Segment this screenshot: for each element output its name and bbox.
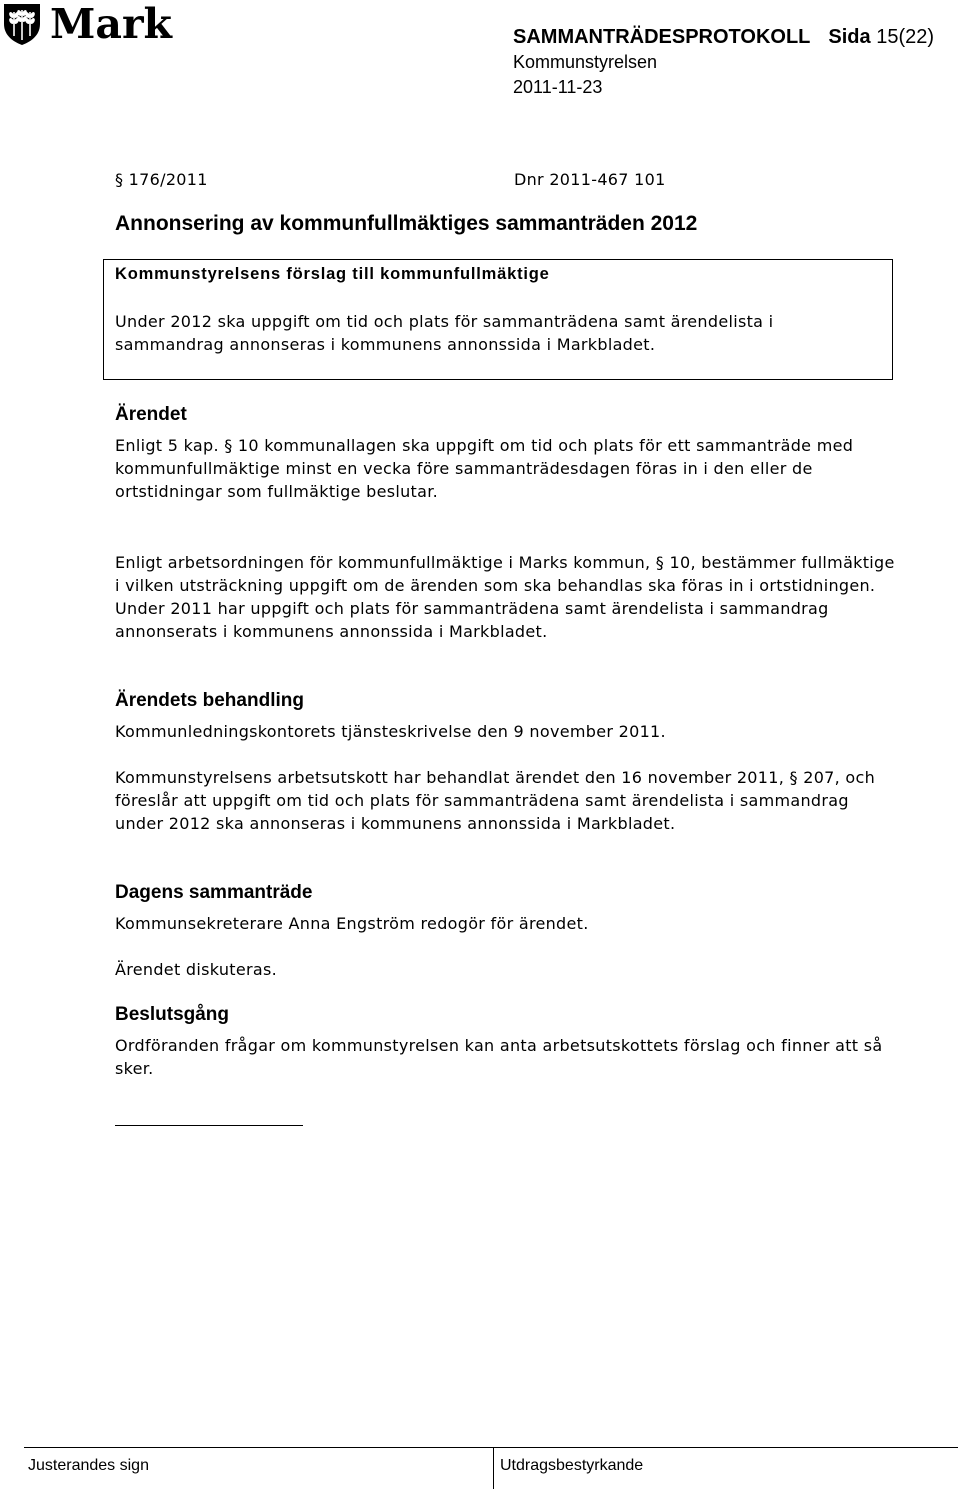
coat-of-arms-icon	[2, 2, 42, 46]
section-heading-beslut: Beslutsgång	[115, 1004, 230, 1025]
registration-number: Dnr 2011-467 101	[514, 170, 666, 189]
behandling-paragraph-2: Kommunstyrelsens arbetsutskott har behandlat ärendet den 16 november 2011, § 207, och föreslår att uppgift om tid och plats för sammanträdena samt ärendelista i sammandrag under 2012 ska annonseras i kommunens annonssida i Markbladet.	[115, 768, 876, 833]
logo-wordmark: Mark	[50, 0, 172, 48]
doc-type: SAMMANTRÄDESPROTOKOLL	[513, 26, 811, 48]
section-heading-arendet: Ärendet	[115, 404, 187, 425]
paragraph-number: § 176/2011	[115, 170, 208, 189]
footer-divider	[493, 1447, 494, 1489]
proposal-box	[103, 259, 893, 380]
end-rule	[115, 1125, 303, 1126]
header-title-line	[513, 24, 934, 50]
arendet-paragraph-2: Enligt arbetsordningen för kommunfullmäktige i Marks kommun, § 10, bestämmer fullmäktige i vilken utsträckning uppgift om de ärenden som ska behandlas ska föras in i ortstidningen. Under 2011 har uppgift och plats för sammanträdena samt ärendelista i sammandrag annonserats i kommunens annonssida i Markbladet.	[115, 553, 895, 641]
case-reference	[115, 168, 666, 192]
page-label: Sida	[828, 26, 871, 48]
page-number: 15(22)	[876, 26, 935, 48]
dagens-paragraph-1: Kommunsekreterare Anna Engström redogör för ärendet.	[115, 914, 589, 933]
section-heading-behandling: Ärendets behandling	[115, 690, 304, 711]
footer-utdragsbestyrkande: Utdragsbestyrkande	[500, 1457, 644, 1474]
organ-name: Kommunstyrelsen	[513, 52, 658, 72]
proposal-heading: Kommunstyrelsens förslag till kommunfullmäktige	[115, 265, 550, 283]
footer-justerandes-sign: Justerandes sign	[28, 1457, 149, 1474]
footer-rule	[24, 1447, 958, 1448]
section-heading-dagens: Dagens sammanträde	[115, 882, 313, 903]
document-header	[513, 24, 934, 99]
case-title: Annonsering av kommunfullmäktiges sammanträden 2012	[115, 212, 698, 235]
dagens-paragraph-2: Ärendet diskuteras.	[115, 960, 277, 979]
arendet-paragraph-1: Enligt 5 kap. § 10 kommunallagen ska uppgift om tid och plats för ett sammanträde med kommunfullmäktige minst en vecka före sammanträdesdagen föras in i den eller de ortstidningar som fullmäktige beslutar.	[115, 436, 854, 501]
proposal-text: Under 2012 ska uppgift om tid och plats för sammanträdena samt ärendelista i sammandrag annonseras i kommunens annonssida i Markbladet.	[115, 312, 774, 354]
meeting-date: 2011-11-23	[513, 77, 603, 97]
municipality-logo	[2, 2, 172, 46]
beslut-paragraph-1: Ordföranden frågar om kommunstyrelsen kan anta arbetsutskottets förslag och finner att så sker.	[115, 1036, 883, 1078]
behandling-paragraph-1: Kommunledningskontorets tjänsteskrivelse den 9 november 2011.	[115, 722, 666, 741]
